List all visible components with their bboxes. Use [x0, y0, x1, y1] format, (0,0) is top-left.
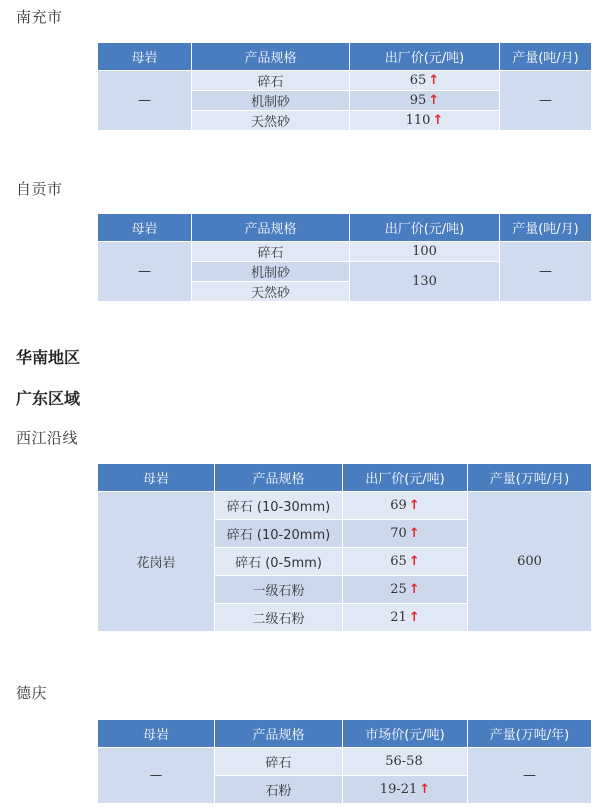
mother-rock-cell: —	[98, 748, 215, 804]
header-output: 产量(万吨/年)	[468, 720, 592, 748]
up-arrow-icon: ↑	[408, 582, 420, 597]
output-value: 600	[517, 554, 542, 569]
price-cell	[350, 71, 500, 91]
header-mother-rock: 母岩	[98, 464, 215, 492]
up-arrow-icon: ↑	[408, 610, 420, 625]
price-cell	[350, 91, 500, 111]
mother-rock-cell: —	[98, 71, 192, 131]
header-output: 产量(吨/月)	[500, 214, 592, 242]
price-table-deqing	[97, 719, 592, 804]
spec-cell: 碎石	[215, 748, 343, 776]
header-mother-rock: 母岩	[98, 720, 215, 748]
spec-cell: 碎石	[192, 242, 350, 262]
up-arrow-icon: ↑	[428, 93, 440, 108]
header-output: 产量(万吨/月)	[468, 464, 592, 492]
price-value: 130	[412, 274, 437, 289]
header-product-spec: 产品规格	[215, 720, 343, 748]
price-cell	[343, 520, 468, 548]
region-title-south-china: 华南地区	[16, 348, 81, 367]
price-cell	[350, 242, 500, 262]
price-value: 65	[390, 554, 407, 569]
section-title-deqing: 德庆	[16, 684, 48, 702]
spec-cell: 碎石 (10-20mm)	[215, 520, 343, 548]
spec-cell: 机制砂	[192, 91, 350, 111]
region-title-guangdong: 广东区域	[16, 389, 81, 408]
mother-rock-cell: —	[98, 242, 192, 302]
header-price: 出厂价(元/吨)	[350, 214, 500, 242]
spec-cell: 碎石 (10-30mm)	[215, 492, 343, 520]
spec-cell: 天然砂	[192, 282, 350, 302]
price-value: 100	[412, 244, 437, 259]
up-arrow-icon: ↑	[419, 782, 431, 797]
mother-rock-cell: 花岗岩	[98, 492, 215, 632]
price-value: 70	[390, 526, 407, 541]
output-cell: —	[500, 242, 592, 302]
up-arrow-icon: ↑	[408, 526, 420, 541]
spec-cell: 二级石粉	[215, 604, 343, 632]
price-value: 95	[409, 93, 427, 108]
price-value: 25	[390, 582, 407, 597]
spec-cell: 一级石粉	[215, 576, 343, 604]
header-price: 出厂价(元/吨)	[343, 464, 468, 492]
price-value: 65	[409, 73, 427, 88]
up-arrow-icon: ↑	[408, 554, 420, 569]
price-cell	[343, 604, 468, 632]
price-value: 56-58	[385, 754, 423, 769]
price-cell	[343, 748, 468, 776]
price-table-xijiang	[97, 463, 592, 632]
price-value: 110	[405, 113, 431, 128]
header-product-spec: 产品规格	[192, 43, 350, 71]
header-mother-rock: 母岩	[98, 214, 192, 242]
price-table-zigong	[97, 213, 592, 302]
spec-cell: 天然砂	[192, 111, 350, 131]
output-cell: —	[500, 71, 592, 131]
up-arrow-icon: ↑	[408, 498, 420, 513]
section-title-xijiang: 西江沿线	[16, 429, 79, 447]
header-price: 市场价(元/吨)	[343, 720, 468, 748]
section-title-nanchong: 南充市	[16, 8, 63, 26]
price-cell	[343, 576, 468, 604]
spec-cell: 碎石	[192, 71, 350, 91]
price-table-nanchong	[97, 42, 592, 131]
spec-cell: 石粉	[215, 776, 343, 804]
up-arrow-icon: ↑	[428, 73, 440, 88]
output-cell	[468, 492, 592, 632]
header-price: 出厂价(元/吨)	[350, 43, 500, 71]
spec-cell: 机制砂	[192, 262, 350, 282]
price-cell	[350, 262, 500, 302]
header-product-spec: 产品规格	[215, 464, 343, 492]
price-value: 19-21	[379, 782, 418, 797]
header-output: 产量(吨/月)	[500, 43, 592, 71]
price-cell	[350, 111, 500, 131]
price-cell	[343, 492, 468, 520]
header-mother-rock: 母岩	[98, 43, 192, 71]
spec-cell: 碎石 (0-5mm)	[215, 548, 343, 576]
price-value: 69	[390, 498, 407, 513]
up-arrow-icon: ↑	[432, 113, 444, 128]
section-title-zigong: 自贡市	[16, 180, 63, 198]
price-cell	[343, 776, 468, 804]
header-product-spec: 产品规格	[192, 214, 350, 242]
price-cell	[343, 548, 468, 576]
output-cell: —	[468, 748, 592, 804]
price-value: 21	[390, 610, 407, 625]
